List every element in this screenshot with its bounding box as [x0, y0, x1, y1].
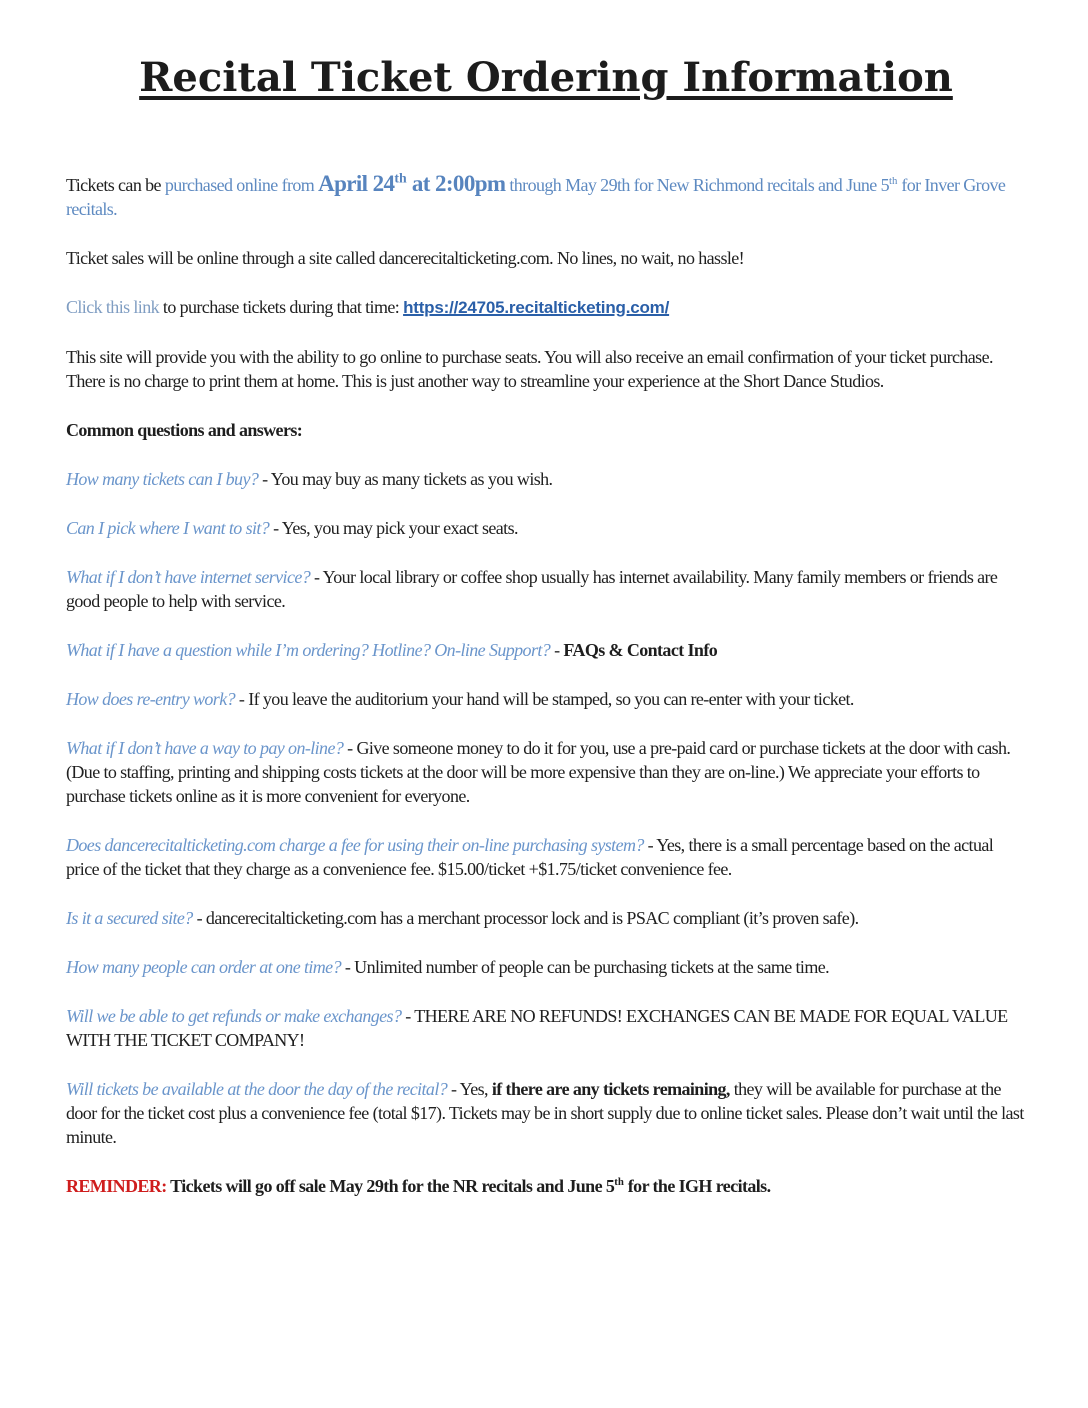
qa-heading	[66, 418, 1026, 442]
text-segment: - You may buy as many tickets as you wish.	[258, 469, 553, 489]
intro-paragraph	[66, 172, 1026, 221]
text-segment: th	[614, 1176, 624, 1188]
qa-item-seat-choice	[66, 516, 1026, 540]
text-segment: - dancerecitalticketing.com has a merchant processor lock and is PSAC compliant (it’s proven safe).	[192, 908, 859, 928]
qa-item-reentry	[66, 687, 1026, 711]
text-segment: Is it a secured site?	[66, 908, 193, 928]
qa-item-fees	[66, 833, 1026, 881]
text-segment: Will we be able to get refunds or make exchanges?	[66, 1006, 402, 1026]
text-segment: - Yes, you may pick your exact seats.	[269, 518, 518, 538]
text-segment: What if I don’t have a way to pay on-line?	[66, 738, 344, 758]
text-segment: How many tickets can I buy?	[66, 469, 259, 489]
text-segment: - If you leave the auditorium your hand will be stamped, so you can re-enter with your ticket.	[235, 689, 854, 709]
qa-item-support	[66, 638, 1026, 662]
text-segment: How many people can order at one time?	[66, 957, 341, 977]
click-this-link[interactable]: Click this link	[66, 297, 160, 317]
text-segment: REMINDER:	[66, 1176, 167, 1196]
purchase-link-line	[66, 295, 1026, 320]
page-title	[66, 54, 1026, 102]
text-segment: Common questions and answers:	[66, 420, 303, 440]
text-segment: How does re-entry work?	[66, 689, 236, 709]
document-body	[66, 172, 1026, 1198]
text-segment: Can I pick where I want to sit?	[66, 518, 270, 538]
text-segment: they will be available for purchase at the door for the ticket cost plus a convenience fee (total $17). Tickets may be in short supply due to online ticket sales. Please don’t wait until the last minute.	[66, 1079, 1024, 1147]
text-segment: for the IGH recitals.	[623, 1176, 771, 1196]
qa-item-no-internet	[66, 565, 1026, 613]
text-segment: What if I have a question while I’m ordering? Hotline? On-line Support?	[66, 640, 551, 660]
text-segment: This site will provide you with the ability to go online to purchase seats. You will also receive an email confirmation of your ticket purchase. There is no charge to print them at home. This is just another way to streamline your experience at the Short Dance Studios.	[66, 347, 993, 391]
text-segment: - Yes, there is a small percentage based on the actual price of the ticket that they charge as a convenience fee. $15.00/ticket +$1.75/ticket convenience fee.	[66, 835, 994, 879]
text-segment: - THERE ARE NO REFUNDS! EXCHANGES CAN BE MADE FOR EQUAL VALUE WITH THE TICKET COMPANY!	[66, 1006, 1008, 1050]
text-segment: for Inver Grove recitals.	[66, 175, 1006, 219]
ticket-site-link[interactable]: https://24705.recitalticketing.com/	[403, 298, 670, 317]
qa-item-refunds	[66, 1004, 1026, 1052]
qa-item-concurrent-orders	[66, 955, 1026, 979]
text-segment: - Give someone money to do it for you, use a pre-paid card or purchase tickets at the door with cash. (Due to staffing, printing and shipping costs tickets at the door will be more expensive than they are on-line.) We appreciate your efforts to purchase tickets online as it is more convenient for everyone.	[66, 738, 1011, 806]
text-segment: - Unlimited number of people can be purchasing tickets at the same time.	[340, 957, 830, 977]
text-segment: to purchase tickets during that time:	[159, 297, 404, 317]
site-benefits-paragraph	[66, 345, 1026, 393]
sales-info-paragraph	[66, 246, 1026, 270]
text-segment: Does dancerecitalticketing.com charge a fee for using their on-line purchasing system?	[66, 835, 644, 855]
text-segment: if there are any tickets remaining,	[491, 1079, 730, 1099]
text-segment: What if I don’t have internet service?	[66, 567, 311, 587]
text-segment: th	[889, 175, 898, 187]
text-segment: Will tickets be available at the door the day of the recital?	[66, 1079, 448, 1099]
text-segment: - Yes,	[447, 1079, 492, 1099]
text-segment: - Your local library or coffee shop usually has internet availability. Many family members or friends are good people to help with service.	[66, 567, 998, 611]
text-segment: FAQs & Contact Info	[563, 640, 718, 660]
text-segment: -	[550, 640, 564, 660]
qa-item-door-tickets	[66, 1077, 1026, 1149]
reminder-line	[66, 1174, 1026, 1198]
text-segment: April 24	[318, 171, 395, 196]
qa-item-security	[66, 906, 1026, 930]
text-segment: th	[394, 170, 407, 186]
qa-item-tickets-limit	[66, 467, 1026, 491]
page-title-text: Recital Ticket Ordering Information	[139, 54, 953, 101]
text-segment: at 2:00pm	[406, 171, 506, 196]
qa-item-no-online-pay	[66, 736, 1026, 808]
text-segment: purchased online from	[164, 175, 319, 195]
text-segment: through May 29th for New Richmond recitals and June 5	[505, 175, 890, 195]
text-segment: Tickets can be	[66, 175, 165, 195]
text-segment: Tickets will go off sale May 29th for the NR recitals and June 5	[166, 1176, 615, 1196]
text-segment: Ticket sales will be online through a site called dancerecitalticketing.com. No lines, no wait, no hassle!	[66, 248, 745, 268]
